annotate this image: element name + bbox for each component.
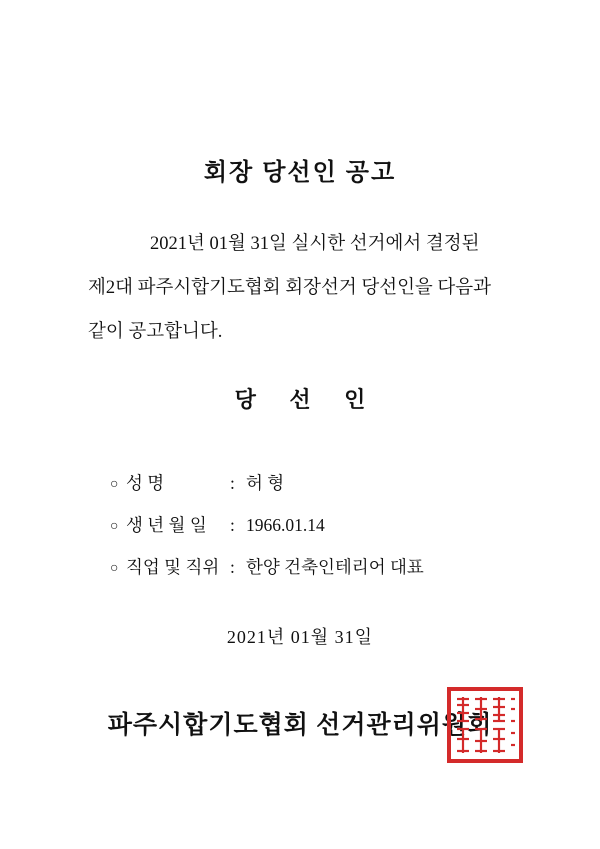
official-seal-icon — [447, 687, 523, 763]
body-line-3: 같이 공고합니다. — [88, 322, 223, 342]
field-label-occupation: 직업 및 직위 — [126, 557, 220, 577]
field-value-name: 허 형 — [246, 473, 285, 493]
issue-date: 2021년 01월 31일 — [226, 627, 374, 647]
issuer-name: 파주시합기도협회 선거관리위원회 — [107, 712, 493, 739]
circle-bullet-icon: ○ — [110, 561, 119, 576]
winner-details — [110, 463, 550, 589]
field-value-birthdate: 1966.01.14 — [246, 515, 325, 535]
page-title: 회장 당선인 공고 — [203, 160, 397, 186]
field-label-name: 성 명 — [126, 473, 165, 493]
field-value-occupation: 한양 건축인테리어 대표 — [246, 557, 424, 577]
field-label-birthdate: 생 년 월 일 — [126, 515, 207, 535]
field-colon-occupation: : — [230, 557, 235, 577]
circle-bullet-icon: ○ — [110, 477, 119, 492]
body-line-1-text: 2021년 01월 31일 실시한 선거에서 결정된 — [150, 234, 480, 254]
section-heading-winner: 당 선 인 — [234, 387, 380, 412]
field-row-name — [110, 463, 550, 505]
field-row-birthdate — [110, 505, 550, 547]
body-line-1 — [88, 222, 520, 266]
circle-bullet-icon: ○ — [110, 519, 119, 534]
field-colon-name: : — [230, 473, 235, 493]
body-line-2: 제2대 파주시합기도협회 회장선거 당선인을 다음과 — [88, 278, 492, 298]
announcement-body — [88, 222, 520, 354]
field-row-occupation — [110, 547, 550, 589]
field-colon-birthdate: : — [230, 515, 235, 535]
